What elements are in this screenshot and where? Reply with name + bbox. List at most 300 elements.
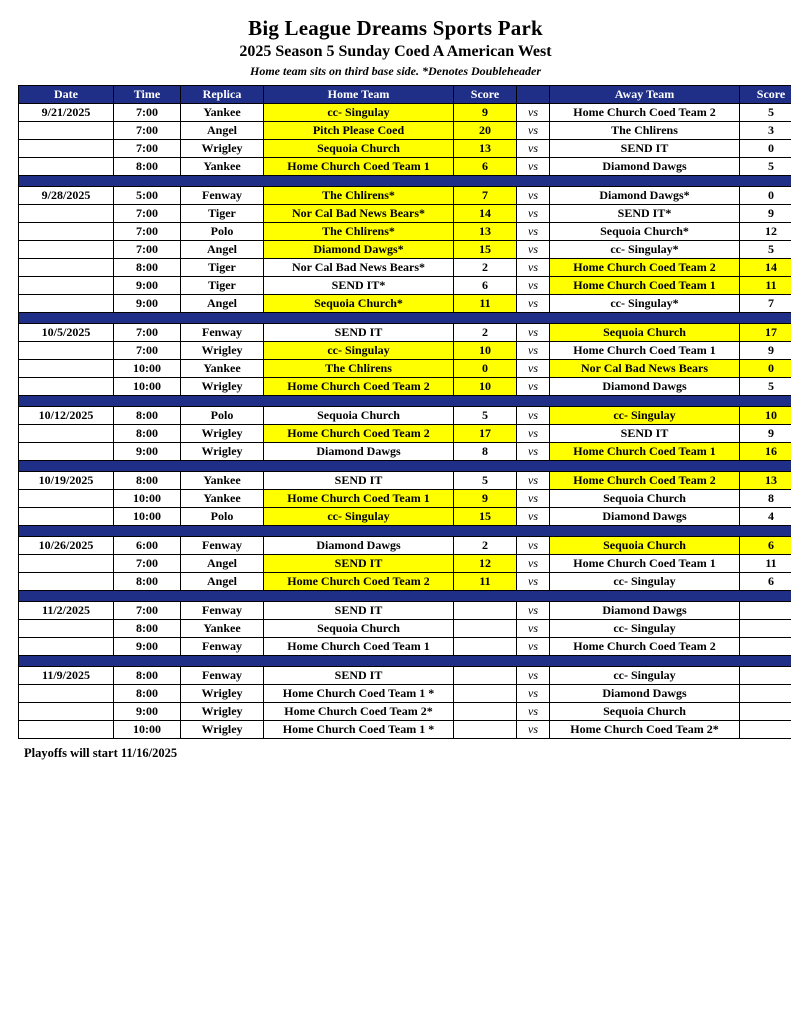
cell-home-score: 17 bbox=[454, 425, 517, 443]
cell-date bbox=[19, 490, 114, 508]
cell-replica: Polo bbox=[181, 407, 264, 425]
cell-vs: vs bbox=[517, 342, 550, 360]
cell-away-team: Home Church Coed Team 1 bbox=[550, 277, 740, 295]
cell-home-score: 7 bbox=[454, 187, 517, 205]
cell-date bbox=[19, 342, 114, 360]
cell-away-score: 9 bbox=[740, 342, 791, 360]
cell-replica: Wrigley bbox=[181, 140, 264, 158]
cell-date bbox=[19, 140, 114, 158]
cell-date bbox=[19, 508, 114, 526]
cell-vs: vs bbox=[517, 685, 550, 703]
cell-away-team: Home Church Coed Team 1 bbox=[550, 443, 740, 461]
cell-home-score: 2 bbox=[454, 324, 517, 342]
cell-away-team: Sequoia Church bbox=[550, 703, 740, 721]
cell-away-score: 9 bbox=[740, 205, 791, 223]
cell-replica: Fenway bbox=[181, 324, 264, 342]
cell-replica: Fenway bbox=[181, 187, 264, 205]
cell-replica: Wrigley bbox=[181, 721, 264, 739]
cell-away-score: 6 bbox=[740, 537, 791, 555]
cell-home-score: 6 bbox=[454, 277, 517, 295]
table-header bbox=[19, 86, 791, 104]
group-separator-cell bbox=[19, 526, 791, 537]
cell-date bbox=[19, 122, 114, 140]
cell-home-team: SEND IT bbox=[264, 555, 454, 573]
table-row bbox=[19, 241, 791, 259]
table-row bbox=[19, 259, 791, 277]
table-row bbox=[19, 602, 791, 620]
table-row bbox=[19, 685, 791, 703]
cell-replica: Wrigley bbox=[181, 342, 264, 360]
playoffs-note: Playoffs will start 11/16/2025 bbox=[24, 746, 178, 760]
cell-date: 11/9/2025 bbox=[19, 667, 114, 685]
cell-replica: Yankee bbox=[181, 490, 264, 508]
cell-home-team: Nor Cal Bad News Bears* bbox=[264, 205, 454, 223]
cell-date: 9/28/2025 bbox=[19, 187, 114, 205]
table-row bbox=[19, 407, 791, 425]
cell-home-score: 9 bbox=[454, 104, 517, 122]
cell-away-team: Sequoia Church bbox=[550, 490, 740, 508]
cell-vs: vs bbox=[517, 443, 550, 461]
cell-replica: Angel bbox=[181, 241, 264, 259]
cell-away-team: Sequoia Church* bbox=[550, 223, 740, 241]
cell-home-score: 15 bbox=[454, 508, 517, 526]
table-row bbox=[19, 342, 791, 360]
cell-vs: vs bbox=[517, 295, 550, 313]
cell-replica: Yankee bbox=[181, 472, 264, 490]
cell-replica: Wrigley bbox=[181, 685, 264, 703]
cell-time: 7:00 bbox=[114, 324, 181, 342]
table-row bbox=[19, 104, 791, 122]
cell-away-team: Diamond Dawgs* bbox=[550, 187, 740, 205]
column-header-replica: Replica bbox=[181, 86, 264, 104]
cell-time: 7:00 bbox=[114, 342, 181, 360]
table-row bbox=[19, 122, 791, 140]
schedule-table bbox=[18, 85, 791, 739]
cell-replica: Wrigley bbox=[181, 425, 264, 443]
cell-date bbox=[19, 555, 114, 573]
cell-home-score: 11 bbox=[454, 573, 517, 591]
page-title: Big League Dreams Sports Park bbox=[248, 16, 543, 40]
group-separator bbox=[19, 313, 791, 324]
cell-vs: vs bbox=[517, 187, 550, 205]
cell-away-score: 0 bbox=[740, 360, 791, 378]
cell-home-team: Sequoia Church bbox=[264, 620, 454, 638]
cell-date bbox=[19, 721, 114, 739]
cell-time: 10:00 bbox=[114, 490, 181, 508]
cell-vs: vs bbox=[517, 277, 550, 295]
cell-time: 5:00 bbox=[114, 187, 181, 205]
cell-replica: Tiger bbox=[181, 277, 264, 295]
table-row bbox=[19, 508, 791, 526]
cell-time: 10:00 bbox=[114, 508, 181, 526]
table-row bbox=[19, 223, 791, 241]
cell-away-team: Home Church Coed Team 2 bbox=[550, 472, 740, 490]
group-separator bbox=[19, 656, 791, 667]
cell-home-team: cc- Singulay bbox=[264, 104, 454, 122]
cell-away-score: 7 bbox=[740, 295, 791, 313]
cell-away-score: 6 bbox=[740, 573, 791, 591]
column-header-time: Time bbox=[114, 86, 181, 104]
cell-vs: vs bbox=[517, 122, 550, 140]
page-note: Home team sits on third base side. *Denotes Doubleheader bbox=[250, 64, 541, 78]
cell-date bbox=[19, 573, 114, 591]
cell-time: 9:00 bbox=[114, 295, 181, 313]
cell-away-score: 8 bbox=[740, 490, 791, 508]
cell-vs: vs bbox=[517, 259, 550, 277]
cell-vs: vs bbox=[517, 555, 550, 573]
cell-replica: Polo bbox=[181, 508, 264, 526]
cell-away-team: SEND IT bbox=[550, 140, 740, 158]
cell-replica: Angel bbox=[181, 295, 264, 313]
group-separator-cell bbox=[19, 176, 791, 187]
cell-home-score: 20 bbox=[454, 122, 517, 140]
cell-away-team: Home Church Coed Team 1 bbox=[550, 342, 740, 360]
cell-away-team: Home Church Coed Team 1 bbox=[550, 555, 740, 573]
table-row bbox=[19, 277, 791, 295]
table-row bbox=[19, 443, 791, 461]
group-separator bbox=[19, 461, 791, 472]
cell-date bbox=[19, 378, 114, 396]
cell-away-score bbox=[740, 602, 791, 620]
cell-replica: Yankee bbox=[181, 158, 264, 176]
cell-time: 9:00 bbox=[114, 638, 181, 656]
table-row bbox=[19, 425, 791, 443]
cell-away-team: Diamond Dawgs bbox=[550, 685, 740, 703]
cell-date: 10/19/2025 bbox=[19, 472, 114, 490]
cell-time: 7:00 bbox=[114, 223, 181, 241]
cell-home-score: 11 bbox=[454, 295, 517, 313]
cell-date bbox=[19, 205, 114, 223]
cell-home-team: cc- Singulay bbox=[264, 342, 454, 360]
cell-home-score: 2 bbox=[454, 537, 517, 555]
table-row bbox=[19, 703, 791, 721]
cell-away-score bbox=[740, 667, 791, 685]
cell-home-team: Home Church Coed Team 1 bbox=[264, 638, 454, 656]
cell-time: 9:00 bbox=[114, 703, 181, 721]
cell-time: 8:00 bbox=[114, 685, 181, 703]
cell-away-score: 3 bbox=[740, 122, 791, 140]
cell-away-score: 9 bbox=[740, 425, 791, 443]
cell-away-team: Diamond Dawgs bbox=[550, 158, 740, 176]
cell-time: 8:00 bbox=[114, 259, 181, 277]
cell-away-team: cc- Singulay bbox=[550, 667, 740, 685]
cell-time: 10:00 bbox=[114, 378, 181, 396]
cell-home-team: SEND IT bbox=[264, 472, 454, 490]
cell-away-team: The Chlirens bbox=[550, 122, 740, 140]
cell-away-score: 14 bbox=[740, 259, 791, 277]
cell-away-team: cc- Singulay* bbox=[550, 241, 740, 259]
cell-home-team: Home Church Coed Team 2 bbox=[264, 378, 454, 396]
cell-home-team: Home Church Coed Team 1 * bbox=[264, 685, 454, 703]
cell-away-team: Home Church Coed Team 2 bbox=[550, 259, 740, 277]
cell-date bbox=[19, 443, 114, 461]
cell-away-team: cc- Singulay bbox=[550, 573, 740, 591]
table-row bbox=[19, 378, 791, 396]
cell-vs: vs bbox=[517, 140, 550, 158]
cell-replica: Fenway bbox=[181, 537, 264, 555]
cell-time: 8:00 bbox=[114, 472, 181, 490]
column-header-home: Home Team bbox=[264, 86, 454, 104]
cell-away-team: Diamond Dawgs bbox=[550, 508, 740, 526]
cell-away-score: 10 bbox=[740, 407, 791, 425]
cell-time: 10:00 bbox=[114, 721, 181, 739]
cell-home-team: Diamond Dawgs* bbox=[264, 241, 454, 259]
cell-time: 9:00 bbox=[114, 443, 181, 461]
table-row bbox=[19, 295, 791, 313]
cell-date bbox=[19, 703, 114, 721]
table-row bbox=[19, 490, 791, 508]
cell-replica: Wrigley bbox=[181, 443, 264, 461]
column-header-score-away: Score bbox=[740, 86, 791, 104]
table-row bbox=[19, 555, 791, 573]
cell-vs: vs bbox=[517, 573, 550, 591]
cell-home-score: 10 bbox=[454, 378, 517, 396]
cell-away-team: Home Church Coed Team 2 bbox=[550, 638, 740, 656]
cell-vs: vs bbox=[517, 378, 550, 396]
cell-home-team: The Chlirens* bbox=[264, 223, 454, 241]
table-row bbox=[19, 360, 791, 378]
cell-vs: vs bbox=[517, 324, 550, 342]
cell-away-team: cc- Singulay* bbox=[550, 295, 740, 313]
column-header-vs bbox=[517, 86, 550, 104]
cell-vs: vs bbox=[517, 602, 550, 620]
column-header-date: Date bbox=[19, 86, 114, 104]
cell-replica: Fenway bbox=[181, 638, 264, 656]
cell-home-score: 5 bbox=[454, 472, 517, 490]
cell-home-score bbox=[454, 620, 517, 638]
cell-away-score: 5 bbox=[740, 158, 791, 176]
cell-home-team: Home Church Coed Team 2 bbox=[264, 573, 454, 591]
cell-away-team: cc- Singulay bbox=[550, 620, 740, 638]
cell-away-score: 0 bbox=[740, 140, 791, 158]
cell-replica: Polo bbox=[181, 223, 264, 241]
cell-replica: Tiger bbox=[181, 259, 264, 277]
group-separator-cell bbox=[19, 396, 791, 407]
cell-home-team: Home Church Coed Team 2* bbox=[264, 703, 454, 721]
cell-time: 7:00 bbox=[114, 122, 181, 140]
group-separator-cell bbox=[19, 591, 791, 602]
cell-away-team: SEND IT bbox=[550, 425, 740, 443]
cell-home-team: Home Church Coed Team 1 * bbox=[264, 721, 454, 739]
cell-home-team: Diamond Dawgs bbox=[264, 443, 454, 461]
group-separator-cell bbox=[19, 461, 791, 472]
table-row bbox=[19, 667, 791, 685]
cell-home-score: 10 bbox=[454, 342, 517, 360]
group-separator bbox=[19, 176, 791, 187]
group-separator bbox=[19, 591, 791, 602]
group-separator-cell bbox=[19, 313, 791, 324]
cell-vs: vs bbox=[517, 490, 550, 508]
cell-away-score bbox=[740, 685, 791, 703]
cell-home-score bbox=[454, 685, 517, 703]
cell-time: 7:00 bbox=[114, 140, 181, 158]
group-separator bbox=[19, 526, 791, 537]
cell-away-team: Home Church Coed Team 2* bbox=[550, 721, 740, 739]
cell-replica: Wrigley bbox=[181, 378, 264, 396]
table-row bbox=[19, 187, 791, 205]
cell-date bbox=[19, 620, 114, 638]
cell-away-team: cc- Singulay bbox=[550, 407, 740, 425]
cell-replica: Angel bbox=[181, 555, 264, 573]
cell-home-team: Home Church Coed Team 2 bbox=[264, 425, 454, 443]
table-body bbox=[19, 104, 791, 739]
cell-home-score: 0 bbox=[454, 360, 517, 378]
cell-home-score: 6 bbox=[454, 158, 517, 176]
cell-home-score bbox=[454, 703, 517, 721]
cell-vs: vs bbox=[517, 721, 550, 739]
cell-away-score: 11 bbox=[740, 277, 791, 295]
cell-date: 9/21/2025 bbox=[19, 104, 114, 122]
cell-replica: Yankee bbox=[181, 360, 264, 378]
cell-home-team: Sequoia Church bbox=[264, 140, 454, 158]
cell-home-score: 12 bbox=[454, 555, 517, 573]
cell-time: 6:00 bbox=[114, 537, 181, 555]
cell-time: 8:00 bbox=[114, 573, 181, 591]
cell-away-score: 12 bbox=[740, 223, 791, 241]
cell-home-team: cc- Singulay bbox=[264, 508, 454, 526]
cell-home-score bbox=[454, 667, 517, 685]
cell-vs: vs bbox=[517, 223, 550, 241]
cell-home-score bbox=[454, 638, 517, 656]
table-row bbox=[19, 620, 791, 638]
table-row bbox=[19, 472, 791, 490]
cell-date: 10/26/2025 bbox=[19, 537, 114, 555]
cell-time: 9:00 bbox=[114, 277, 181, 295]
cell-time: 7:00 bbox=[114, 241, 181, 259]
cell-vs: vs bbox=[517, 667, 550, 685]
cell-home-team: Diamond Dawgs bbox=[264, 537, 454, 555]
cell-home-score: 2 bbox=[454, 259, 517, 277]
cell-date bbox=[19, 425, 114, 443]
cell-home-score bbox=[454, 602, 517, 620]
cell-replica: Wrigley bbox=[181, 703, 264, 721]
cell-date bbox=[19, 241, 114, 259]
cell-away-team: SEND IT* bbox=[550, 205, 740, 223]
cell-date bbox=[19, 158, 114, 176]
cell-time: 7:00 bbox=[114, 205, 181, 223]
cell-home-team: Sequoia Church* bbox=[264, 295, 454, 313]
cell-home-score: 9 bbox=[454, 490, 517, 508]
cell-away-score: 11 bbox=[740, 555, 791, 573]
table-row bbox=[19, 324, 791, 342]
cell-vs: vs bbox=[517, 241, 550, 259]
cell-date bbox=[19, 360, 114, 378]
cell-time: 7:00 bbox=[114, 104, 181, 122]
cell-time: 8:00 bbox=[114, 620, 181, 638]
cell-away-team: Diamond Dawgs bbox=[550, 602, 740, 620]
cell-away-score bbox=[740, 638, 791, 656]
cell-home-score: 15 bbox=[454, 241, 517, 259]
cell-time: 7:00 bbox=[114, 602, 181, 620]
cell-date bbox=[19, 638, 114, 656]
cell-vs: vs bbox=[517, 620, 550, 638]
cell-replica: Fenway bbox=[181, 602, 264, 620]
cell-date: 10/12/2025 bbox=[19, 407, 114, 425]
cell-vs: vs bbox=[517, 537, 550, 555]
cell-home-score: 13 bbox=[454, 140, 517, 158]
table-row bbox=[19, 140, 791, 158]
cell-home-team: Pitch Please Coed bbox=[264, 122, 454, 140]
cell-vs: vs bbox=[517, 360, 550, 378]
cell-time: 10:00 bbox=[114, 360, 181, 378]
table-row bbox=[19, 721, 791, 739]
cell-home-team: SEND IT bbox=[264, 324, 454, 342]
cell-vs: vs bbox=[517, 472, 550, 490]
cell-vs: vs bbox=[517, 205, 550, 223]
cell-home-team: Home Church Coed Team 1 bbox=[264, 158, 454, 176]
cell-home-score: 14 bbox=[454, 205, 517, 223]
cell-time: 8:00 bbox=[114, 158, 181, 176]
cell-away-score: 16 bbox=[740, 443, 791, 461]
column-header-away: Away Team bbox=[550, 86, 740, 104]
page-subtitle: 2025 Season 5 Sunday Coed A American West bbox=[239, 43, 552, 60]
cell-vs: vs bbox=[517, 104, 550, 122]
cell-time: 8:00 bbox=[114, 667, 181, 685]
table-row bbox=[19, 537, 791, 555]
cell-date bbox=[19, 685, 114, 703]
cell-away-team: Sequoia Church bbox=[550, 537, 740, 555]
group-separator-cell bbox=[19, 656, 791, 667]
table-row bbox=[19, 573, 791, 591]
cell-away-score: 5 bbox=[740, 378, 791, 396]
cell-away-score bbox=[740, 620, 791, 638]
cell-vs: vs bbox=[517, 703, 550, 721]
cell-home-team: Home Church Coed Team 1 bbox=[264, 490, 454, 508]
cell-time: 7:00 bbox=[114, 555, 181, 573]
table-row bbox=[19, 638, 791, 656]
cell-away-score: 4 bbox=[740, 508, 791, 526]
cell-away-score: 5 bbox=[740, 104, 791, 122]
table-row bbox=[19, 158, 791, 176]
cell-replica: Angel bbox=[181, 122, 264, 140]
cell-replica: Yankee bbox=[181, 620, 264, 638]
cell-away-score: 0 bbox=[740, 187, 791, 205]
cell-replica: Fenway bbox=[181, 667, 264, 685]
cell-home-team: The Chlirens* bbox=[264, 187, 454, 205]
cell-home-score: 5 bbox=[454, 407, 517, 425]
table-row bbox=[19, 205, 791, 223]
cell-away-team: Diamond Dawgs bbox=[550, 378, 740, 396]
cell-home-team: Sequoia Church bbox=[264, 407, 454, 425]
cell-date bbox=[19, 295, 114, 313]
cell-away-score bbox=[740, 721, 791, 739]
cell-away-team: Nor Cal Bad News Bears bbox=[550, 360, 740, 378]
cell-home-score: 13 bbox=[454, 223, 517, 241]
cell-home-team: SEND IT bbox=[264, 667, 454, 685]
cell-away-team: Home Church Coed Team 2 bbox=[550, 104, 740, 122]
cell-replica: Angel bbox=[181, 573, 264, 591]
cell-away-score: 17 bbox=[740, 324, 791, 342]
cell-date: 11/2/2025 bbox=[19, 602, 114, 620]
cell-vs: vs bbox=[517, 425, 550, 443]
cell-vs: vs bbox=[517, 158, 550, 176]
cell-time: 8:00 bbox=[114, 425, 181, 443]
cell-date bbox=[19, 259, 114, 277]
column-header-score-home: Score bbox=[454, 86, 517, 104]
cell-date: 10/5/2025 bbox=[19, 324, 114, 342]
cell-time: 8:00 bbox=[114, 407, 181, 425]
cell-replica: Tiger bbox=[181, 205, 264, 223]
group-separator bbox=[19, 396, 791, 407]
cell-home-team: The Chlirens bbox=[264, 360, 454, 378]
cell-home-team: SEND IT bbox=[264, 602, 454, 620]
cell-replica: Yankee bbox=[181, 104, 264, 122]
cell-vs: vs bbox=[517, 638, 550, 656]
cell-home-team: SEND IT* bbox=[264, 277, 454, 295]
cell-away-score: 5 bbox=[740, 241, 791, 259]
cell-date bbox=[19, 277, 114, 295]
header-row bbox=[19, 86, 791, 104]
